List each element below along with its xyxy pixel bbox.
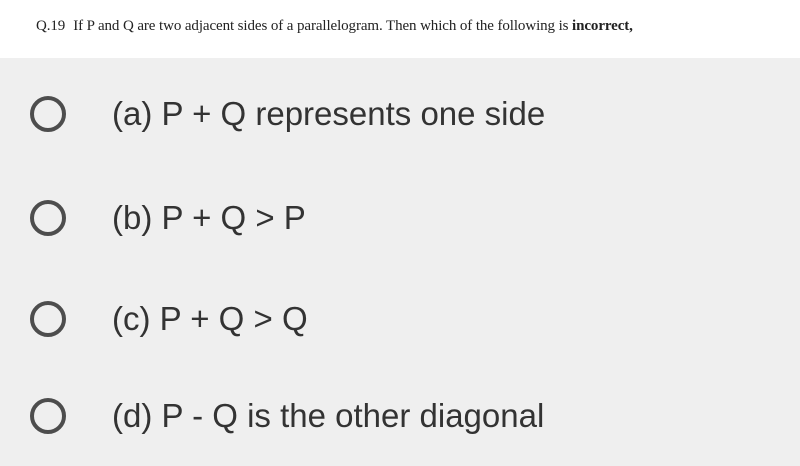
question-emphasis: incorrect, (572, 18, 633, 34)
question-number: Q.19 (36, 18, 66, 34)
radio-button-icon[interactable] (30, 301, 66, 337)
question-text (36, 18, 633, 35)
option-b-label: (b) P + Q > P (112, 199, 306, 236)
option-a-label: (a) P + Q represents one side (112, 95, 546, 132)
option-b[interactable] (30, 188, 770, 248)
radio-button-icon[interactable] (30, 96, 66, 132)
option-d-label: (d) P - Q is the other diagonal (112, 397, 545, 434)
question-body: If P and Q are two adjacent sides of a parallelogram. Then which of the following is (73, 18, 569, 34)
option-a[interactable] (30, 84, 770, 144)
option-d[interactable] (30, 386, 770, 446)
radio-button-icon[interactable] (30, 398, 66, 434)
option-c[interactable] (30, 289, 770, 349)
radio-button-icon[interactable] (30, 200, 66, 236)
option-c-label: (c) P + Q > Q (112, 300, 308, 337)
question-header (0, 0, 800, 58)
